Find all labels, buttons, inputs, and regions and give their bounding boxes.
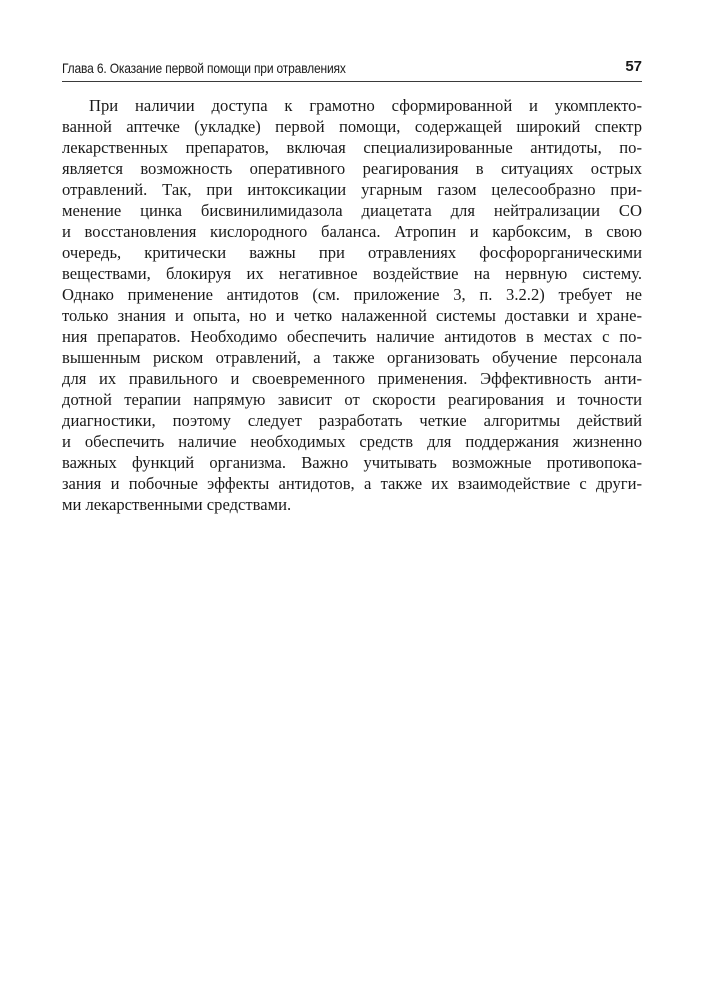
page-number: 57 [625,58,642,75]
text-line: отравлений. Так, при интоксикации угарным газом целесообразно при- [62,180,642,199]
text-line: для их правильного и своевременного применения. Эффективность анти- [62,369,642,388]
text-line: вышенным риском отравлений, а также организовать обучение персонала [62,348,642,367]
text-line: веществами, блокируя их негативное воздействие на нервную систему. [62,264,642,283]
chapter-title: Глава 6. Оказание первой помощи при отравлениях [62,60,346,76]
text-line: очередь, критически важны при отравлениях фосфорорганическими [62,243,642,262]
text-line: ми лекарственными средствами. [62,495,292,514]
text-line: и восстановления кислородного баланса. Атропин и карбоксим, в свою [62,222,642,241]
text-line: ния препаратов. Необходимо обеспечить наличие антидотов в местах с по- [62,327,642,346]
text-line: важных функций организма. Важно учитывать возможные противопока- [62,453,642,472]
text-line: дотной терапии напрямую зависит от скорости реагирования и точности [62,390,642,409]
text-line: и обеспечить наличие необходимых средств для поддержания жизненно [62,432,642,451]
text-line: ванной аптечке (укладке) первой помощи, содержащей широкий спектр [62,117,642,136]
text-line: лекарственных препаратов, включая специализированные антидоты, по- [62,138,642,157]
text-line: диагностики, поэтому следует разработать четкие алгоритмы действий [62,411,642,430]
text-line: является возможность оперативного реагирования в ситуациях острых [62,159,642,178]
body-paragraph [62,95,642,515]
text-line: менение цинка бисвинилимидазола диацетата для нейтрализации CO [62,201,642,220]
text-line: только знания и опыта, но и четко налаженной системы доставки и хране- [62,306,642,325]
text-line: Однако применение антидотов (см. приложение 3, п. 3.2.2) требует не [62,285,642,304]
running-header [62,57,642,82]
text-line: зания и побочные эффекты антидотов, а также их взаимодействие с други- [62,474,642,493]
text-line: При наличии доступа к грамотно сформированной и укомплекто- [89,96,642,115]
